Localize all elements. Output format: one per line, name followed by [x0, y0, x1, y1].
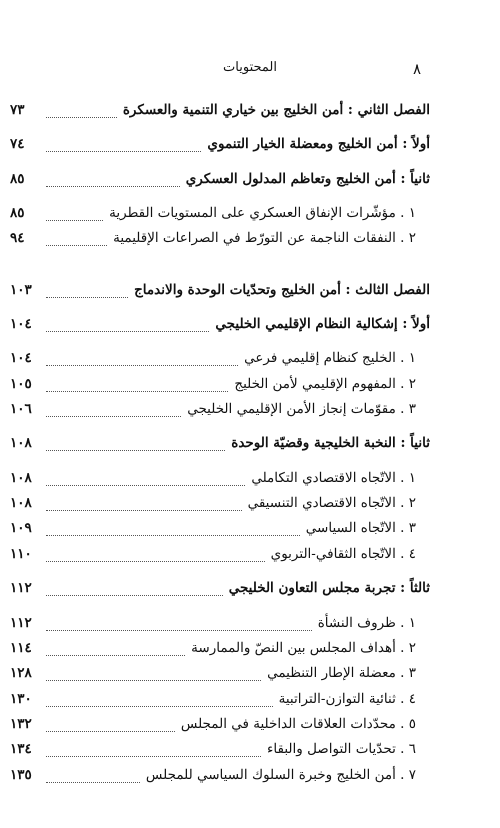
toc-entry-page: ١٠٩ [10, 520, 32, 536]
dot-leader [46, 581, 223, 596]
toc-entry-title: أولاً : أمن الخليج ومعضلة الخيار التنموي [207, 136, 430, 152]
toc-entry-page: ٧٤ [10, 136, 25, 152]
toc-entry-page: ٨٥ [10, 205, 25, 221]
toc-entry[interactable] [10, 542, 430, 566]
toc-entry-page: ١٣٤ [10, 741, 32, 757]
toc-entry-page: ١٣٠ [10, 691, 32, 707]
dot-leader [46, 496, 242, 511]
dot-leader [46, 402, 181, 417]
toc-entry[interactable] [10, 167, 430, 191]
toc-entry[interactable] [10, 763, 430, 787]
toc-entry-title: ١ . الاتّجاه الاقتصادي التكاملي [251, 470, 416, 486]
toc-entry-title: ٢ . أهداف المجلس بين النصّ والممارسة [191, 640, 416, 656]
toc-entry[interactable] [10, 611, 430, 635]
toc-entry-page: ١١٠ [10, 546, 32, 562]
toc-entry-title: ٢ . المفهوم الإقليمي لأمن الخليج [234, 376, 416, 392]
toc-entry[interactable] [10, 661, 430, 685]
toc-entry-title: ٤ . ثنائية التوازن-التراتبية [278, 691, 416, 707]
toc-entry-title: الفصل الثاني : أمن الخليج بين خياري التنمية والعسكرة [122, 102, 430, 118]
toc-entry-title: ٢ . النفقات الناجمة عن التورّط في الصراعات الإقليمية [113, 230, 416, 246]
dot-leader [46, 436, 225, 451]
toc-entry[interactable] [10, 132, 430, 156]
toc-entry[interactable] [10, 737, 430, 761]
dot-leader [46, 137, 201, 152]
dot-leader [46, 666, 261, 681]
toc-entry-title: ٣ . معضلة الإطار التنظيمي [267, 665, 416, 681]
toc-entry-title: ثانياً : النخبة الخليجية وقضيّة الوحدة [231, 435, 430, 451]
toc-entry-page: ١٣٥ [10, 767, 32, 783]
toc-entry-title: ٣ . الاتّجاه السياسي [305, 520, 416, 536]
dot-leader [46, 742, 261, 757]
toc-entry[interactable] [10, 226, 430, 250]
dot-leader [46, 172, 180, 187]
toc-entry[interactable] [10, 687, 430, 711]
dot-leader [46, 471, 245, 486]
toc-entry-page: ١١٢ [10, 580, 32, 596]
toc-entry-page: ٨٥ [10, 171, 25, 187]
toc-entry-page: ٩٤ [10, 230, 25, 246]
toc-entry[interactable] [10, 278, 430, 302]
dot-leader [46, 521, 300, 536]
toc-entry-page: ١٣٢ [10, 716, 32, 732]
dot-leader [46, 717, 175, 732]
dot-leader [46, 641, 185, 656]
toc-entry-page: ٧٣ [10, 102, 25, 118]
toc-entry-page: ١٠٤ [10, 350, 32, 366]
toc-entry[interactable] [10, 346, 430, 370]
dot-leader [46, 283, 128, 298]
dot-leader [46, 231, 107, 246]
toc-entry[interactable] [10, 576, 430, 600]
toc-entry[interactable] [10, 516, 430, 540]
running-title: المحتويات [223, 60, 277, 75]
toc-entry[interactable] [10, 98, 430, 122]
toc-entry-page: ١٠٨ [10, 495, 32, 511]
toc-entry-page: ١١٤ [10, 640, 32, 656]
toc-entry-title: ١ . مؤشّرات الإنفاق العسكري على المستويات القطرية [109, 205, 416, 221]
dot-leader [46, 547, 265, 562]
toc-entry[interactable] [10, 636, 430, 660]
toc-entry-page: ١٠٥ [10, 376, 32, 392]
toc-entry[interactable] [10, 466, 430, 490]
toc-entry-title: ٦ . تحدّيات التواصل والبقاء [267, 741, 416, 757]
toc-entry-title: ثالثاً : تجربة مجلس التعاون الخليجي [228, 580, 430, 596]
dot-leader [46, 206, 103, 221]
dot-leader [46, 692, 273, 707]
toc-entry[interactable] [10, 372, 430, 396]
toc-entry-page: ١٢٨ [10, 665, 32, 681]
dot-leader [46, 317, 209, 332]
toc-entry-page: ١٠٦ [10, 401, 32, 417]
toc-entry[interactable] [10, 431, 430, 455]
toc-entry-page: ١٠٨ [10, 435, 32, 451]
toc-entry[interactable] [10, 712, 430, 736]
page-number: ٨ [413, 60, 422, 78]
dot-leader [46, 377, 228, 392]
toc-entry-page: ١٠٣ [10, 282, 32, 298]
dot-leader [46, 768, 140, 783]
dot-leader [46, 351, 238, 366]
toc-entry-title: ٤ . الاتّجاه الثقافي-التربوي [270, 546, 416, 562]
toc-entry-title: ٥ . محدّدات العلاقات الداخلية في المجلس [180, 716, 416, 732]
toc-entry-title: ثانياً : أمن الخليج وتعاظم المدلول العسكري [185, 171, 430, 187]
toc-entry-title: ٧ . أمن الخليج وخبرة السلوك السياسي للمجلس [145, 767, 416, 783]
toc-entry-page: ١٠٤ [10, 316, 32, 332]
dot-leader [46, 103, 117, 118]
toc-entry[interactable] [10, 312, 430, 336]
toc-entry-title: ١ . ظروف النشأة [317, 615, 416, 631]
toc-entry-title: الفصل الثالث : أمن الخليج وتحدّيات الوحدة والاندماج [134, 282, 430, 298]
toc-entry-title: ١ . الخليج كنظام إقليمي فرعي [244, 350, 416, 366]
toc-entry[interactable] [10, 491, 430, 515]
toc-entry-title: أولاً : إشكالية النظام الإقليمي الخليجي [215, 316, 430, 332]
toc-entry[interactable] [10, 201, 430, 225]
toc-entry[interactable] [10, 397, 430, 421]
toc-entry-page: ١٠٨ [10, 470, 32, 486]
toc-entry-page: ١١٢ [10, 615, 32, 631]
dot-leader [46, 616, 312, 631]
toc-entry-title: ٢ . الاتّجاه الاقتصادي التنسيقي [247, 495, 416, 511]
toc-entry-title: ٣ . مقوّمات إنجاز الأمن الإقليمي الخليجي [187, 401, 416, 417]
